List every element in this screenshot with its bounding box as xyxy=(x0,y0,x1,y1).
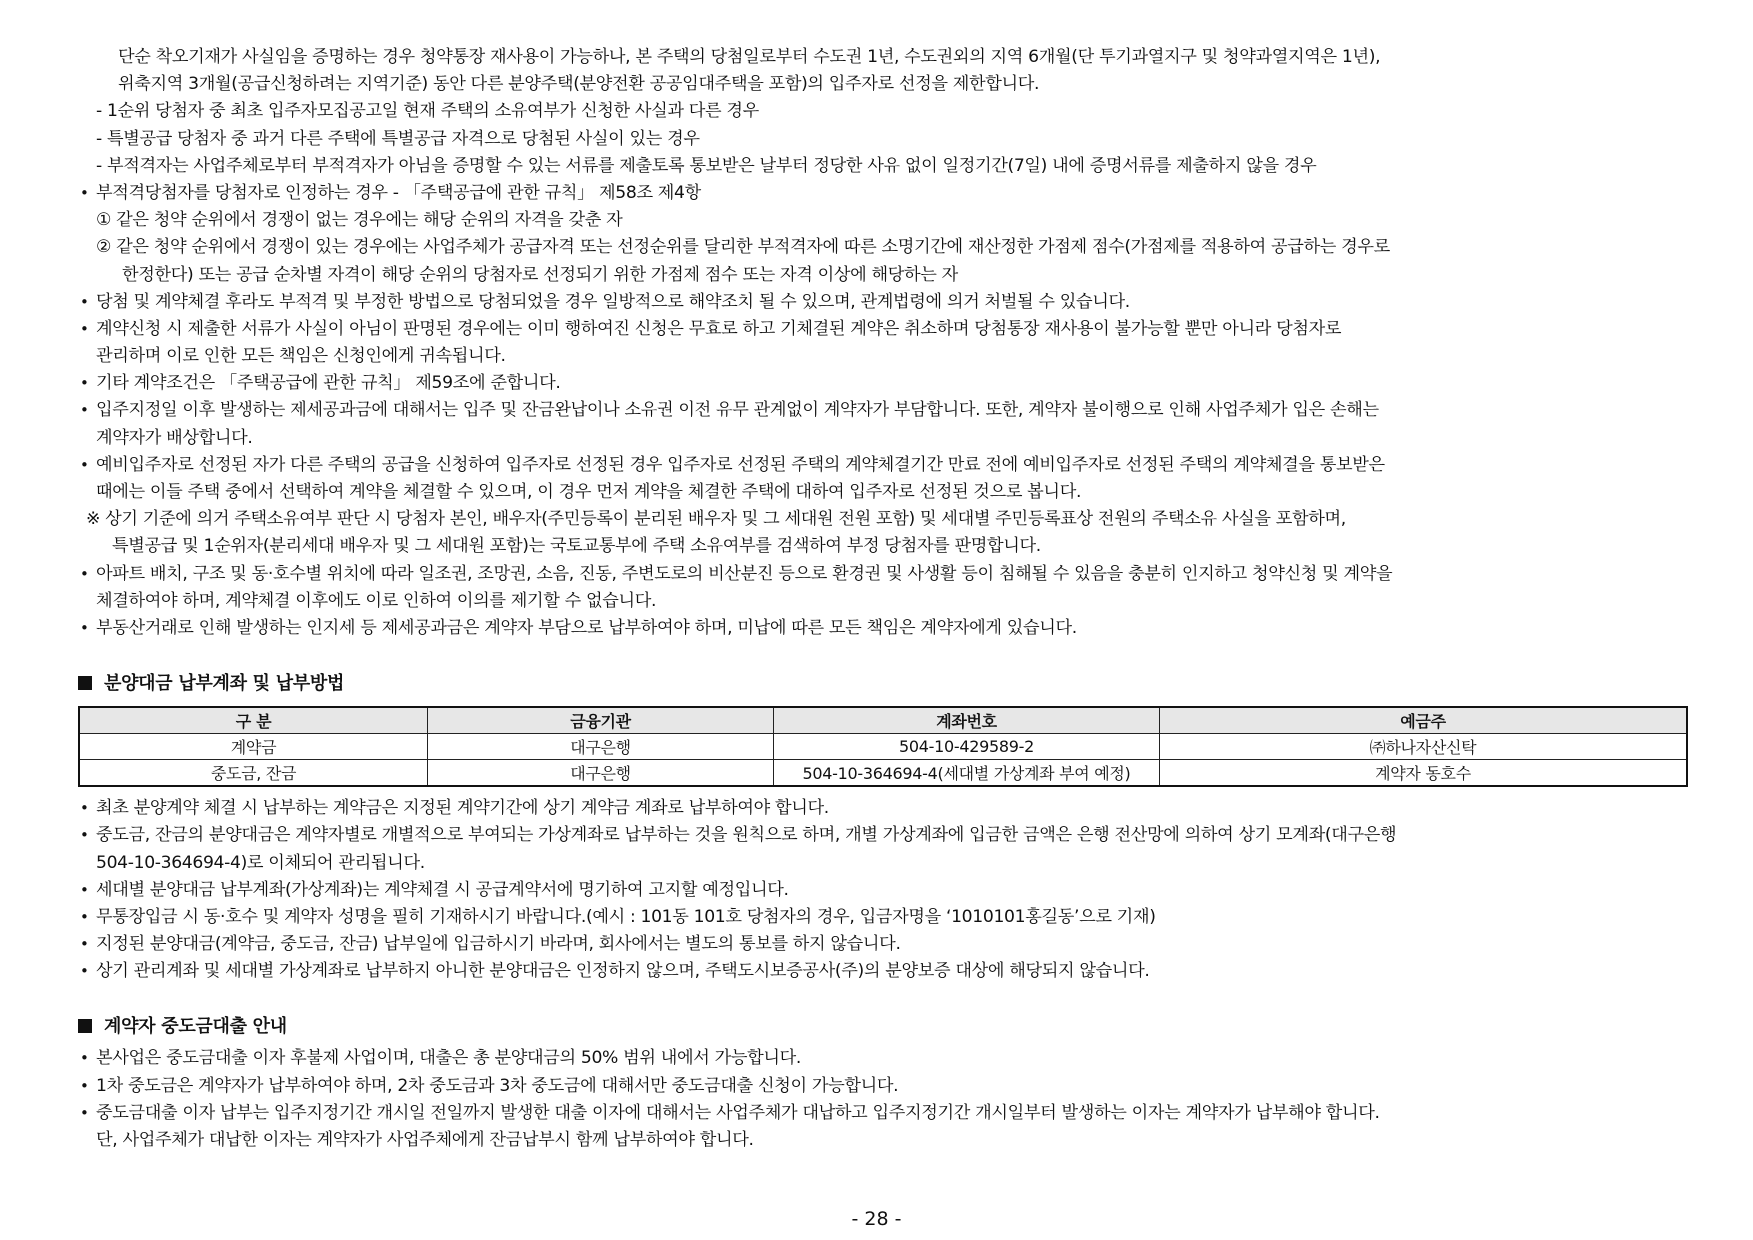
line-text: 특별공급 및 1순위자(분리세대 배우자 및 그 세대원 포함)는 국토교통부에 주택 소유여부를 검색하여 부정 당첨자를 판명합니다. xyxy=(112,536,1041,557)
bullet-icon: • xyxy=(80,962,89,981)
bullet-icon: • xyxy=(80,880,89,899)
text-line xyxy=(78,533,1688,560)
text-line xyxy=(78,71,1688,98)
table-cell: 계약금 xyxy=(79,734,428,760)
table-cell: 대구은행 xyxy=(428,760,774,787)
line-text: 체결하여야 하며, 계약체결 이후에도 이로 인하여 이의를 제기할 수 없습니다. xyxy=(96,590,657,611)
line-text: 중도금대출 이자 납부는 입주지정기간 개시일 전일까지 발생한 대출 이자에 대해서는 사업주체가 대납하고 입주지정기간 개시일부터 발생하는 이자는 계약자가 납부해야 합니다. xyxy=(96,1102,1380,1123)
section-heading-payment xyxy=(78,666,1688,702)
bullet-icon: • xyxy=(80,826,89,845)
account-table xyxy=(78,706,1688,787)
square-bullet-icon xyxy=(78,1019,92,1033)
bullet-icon: • xyxy=(80,455,89,474)
text-line xyxy=(78,1100,1688,1127)
table-header-cell: 구 분 xyxy=(79,707,428,734)
line-text: 단, 사업주체가 대납한 이자는 계약자가 사업주체에게 잔금납부시 함께 납부하여야 합니다. xyxy=(96,1130,754,1150)
text-line xyxy=(78,425,1688,452)
text-line xyxy=(78,343,1688,370)
line-text: 1차 중도금은 계약자가 납부하여야 하며, 2차 중도금과 3차 중도금에 대해서만 중도금대출 신청이 가능합니다. xyxy=(96,1075,899,1096)
text-line xyxy=(78,506,1688,533)
bullet-icon: • xyxy=(80,564,89,583)
line-text: - 부적격자는 사업주체로부터 부적격자가 아님을 증명할 수 있는 서류를 제출토록 통보받은 날부터 정당한 사유 없이 일정기간(7일) 내에 증명서류를 제출하지 않을 경우 xyxy=(96,155,1317,176)
line-text: - 특별공급 당첨자 중 과거 다른 주택에 특별공급 자격으로 당첨된 사실이 있는 경우 xyxy=(96,128,700,149)
line-text: 기타 계약조건은 「주택공급에 관한 규칙」 제59조에 준합니다. xyxy=(96,373,561,394)
text-line xyxy=(78,452,1688,479)
line-text: 무통장입금 시 동·호수 및 계약자 성명을 필히 기재하시기 바랍니다.(예시 : 101동 101호 당첨자의 경우, 입금자명을 ‘1010101홍길동’으로 기재) xyxy=(96,906,1156,927)
table-row xyxy=(79,760,1687,787)
table-header-cell: 금융기관 xyxy=(428,707,774,734)
text-line xyxy=(78,207,1688,234)
table-cell: 중도금, 잔금 xyxy=(79,760,428,787)
line-text: ① 같은 청약 순위에서 경쟁이 없는 경우에는 해당 순위의 자격을 갖춘 자 xyxy=(96,210,623,231)
line-text: - 1순위 당첨자 중 최초 입주자모집공고일 현재 주택의 소유여부가 신청한 사실과 다른 경우 xyxy=(96,101,759,122)
table-cell: 504-10-364694-4(세대별 가상계좌 부여 예정) xyxy=(774,760,1160,787)
line-text: 입주지정일 이후 발생하는 제세공과금에 대해서는 입주 및 잔금완납이나 소유권 이전 유무 관계없이 계약자가 부담합니다. 또한, 계약자 불이행으로 인해 사업주체가 입은 손해는 xyxy=(96,400,1379,421)
line-text: 계약신청 시 제출한 서류가 사실이 아님이 판명된 경우에는 이미 행하여진 신청은 무효로 하고 기체결된 계약은 취소하며 당첨통장 재사용이 불가능할 뿐만 아니라 당첨자로 xyxy=(96,318,1342,339)
top-paragraphs xyxy=(78,44,1688,642)
text-line xyxy=(78,126,1688,153)
bullet-icon: • xyxy=(80,799,89,818)
bullet-icon: • xyxy=(80,374,89,393)
bullet-icon: • xyxy=(80,319,89,338)
line-text: 504-10-364694-4)로 이체되어 관리됩니다. xyxy=(96,852,425,873)
text-line xyxy=(78,234,1688,261)
section-title: 분양대금 납부계좌 및 납부방법 xyxy=(104,673,345,695)
text-line xyxy=(78,98,1688,125)
line-text: ② 같은 청약 순위에서 경쟁이 있는 경우에는 사업주체가 공급자격 또는 선정순위를 달리한 부적격자에 따른 소명기간에 재산정한 가점제 점수(가점제를 적용하여 공급하는 경우로 xyxy=(96,237,1390,258)
table-cell: 504-10-429589-2 xyxy=(774,734,1160,760)
line-text: 중도금, 잔금의 분양대금은 계약자별로 개별적으로 부여되는 가상계좌로 납부하는 것을 원칙으로 하며, 개별 가상계좌에 입금한 금액은 은행 전산망에 의하여 상기 모계좌(대구은행 xyxy=(96,825,1397,846)
text-line xyxy=(78,397,1688,424)
line-text: 부동산거래로 인해 발생하는 인지세 등 제세공과금은 계약자 부담으로 납부하여야 하며, 미납에 따른 모든 책임은 계약자에게 있습니다. xyxy=(96,617,1077,638)
text-line xyxy=(78,153,1688,180)
text-line xyxy=(78,588,1688,615)
text-line xyxy=(78,615,1688,642)
text-line xyxy=(78,1073,1688,1100)
line-text: 계약자가 배상합니다. xyxy=(96,427,253,448)
text-line xyxy=(78,1045,1688,1072)
table-cell: ㈜하나자산신탁 xyxy=(1160,734,1688,760)
text-line xyxy=(78,795,1688,822)
line-text: 부적격당첨자를 당첨자로 인정하는 경우 - 「주택공급에 관한 규칙」 제58조 제4항 xyxy=(96,182,701,203)
text-line xyxy=(78,370,1688,397)
section-heading-loan xyxy=(78,1009,1688,1045)
text-line xyxy=(78,958,1688,985)
text-line xyxy=(78,180,1688,207)
table-header-cell: 예금주 xyxy=(1160,707,1688,734)
text-line xyxy=(78,479,1688,506)
page-number: - 28 - xyxy=(851,1208,902,1230)
bullet-icon: • xyxy=(80,401,89,420)
loan-notes xyxy=(78,1045,1688,1154)
text-line xyxy=(78,877,1688,904)
text-line xyxy=(78,561,1688,588)
text-line xyxy=(78,262,1688,289)
line-text: 상기 관리계좌 및 세대별 가상계좌로 납부하지 아니한 분양대금은 인정하지 않으며, 주택도시보증공사(주)의 분양보증 대상에 해당되지 않습니다. xyxy=(96,961,1150,982)
table-header-cell: 계좌번호 xyxy=(774,707,1160,734)
line-text: 관리하며 이로 인한 모든 책임은 신청인에게 귀속됩니다. xyxy=(96,346,506,367)
bullet-icon: • xyxy=(80,618,89,637)
bullet-icon: • xyxy=(80,1076,89,1095)
line-text: 때에는 이들 주택 중에서 선택하여 계약을 체결할 수 있으며, 이 경우 먼저 계약을 체결한 주택에 대하여 입주자로 선정된 것으로 봅니다. xyxy=(96,482,1082,502)
bullet-icon: • xyxy=(80,183,89,202)
text-line xyxy=(78,44,1688,71)
text-line xyxy=(78,931,1688,958)
line-text: 본사업은 중도금대출 이자 후불제 사업이며, 대출은 총 분양대금의 50% 범위 내에서 가능합니다. xyxy=(96,1048,801,1069)
line-text: 당첨 및 계약체결 후라도 부적격 및 부정한 방법으로 당첨되었을 경우 일방적으로 해약조치 될 수 있으며, 관계법령에 의거 처벌될 수 있습니다. xyxy=(96,291,1130,312)
line-text: 한정한다) 또는 공급 순차별 자격이 해당 순위의 당첨자로 선정되기 위한 가점제 점수 또는 자격 이상에 해당하는 자 xyxy=(122,264,958,285)
document-page xyxy=(78,44,1688,1154)
line-text: 위축지역 3개월(공급신청하려는 지역기준) 동안 다른 분양주택(분양전환 공공임대주택을 포함)의 입주자로 선정을 제한합니다. xyxy=(118,74,1040,95)
text-line xyxy=(78,316,1688,343)
text-line xyxy=(78,1127,1688,1154)
line-text: 세대별 분양대금 납부계좌(가상계좌)는 계약체결 시 공급계약서에 명기하여 고지할 예정입니다. xyxy=(96,879,789,900)
payment-notes xyxy=(78,795,1688,985)
text-line xyxy=(78,850,1688,877)
line-text: ※ 상기 기준에 의거 주택소유여부 판단 시 당첨자 본인, 배우자(주민등록이 분리된 배우자 및 그 세대원 전원 포함) 및 세대별 주민등록표상 전원의 주택소유 사실을 포함하며, xyxy=(86,509,1346,530)
text-line xyxy=(78,289,1688,316)
bullet-icon: • xyxy=(80,935,89,954)
line-text: 지정된 분양대금(계약금, 중도금, 잔금) 납부일에 입금하시기 바라며, 회사에서는 별도의 통보를 하지 않습니다. xyxy=(96,934,901,955)
table-header-row xyxy=(79,707,1687,734)
table-row xyxy=(79,734,1687,760)
line-text: 아파트 배치, 구조 및 동·호수별 위치에 따라 일조권, 조망권, 소음, 진동, 주변도로의 비산분진 등으로 환경권 및 사생활 등이 침해될 수 있음을 충분히 인지하고 청약신청 및 계약을 xyxy=(96,563,1393,584)
text-line xyxy=(78,822,1688,849)
line-text: 단순 착오기재가 사실임을 증명하는 경우 청약통장 재사용이 가능하나, 본 주택의 당첨일로부터 수도권 1년, 수도권외의 지역 6개월(단 투기과열지구 및 청약과열지역은 1년), xyxy=(118,47,1381,67)
line-text: 최초 분양계약 체결 시 납부하는 계약금은 지정된 계약기간에 상기 계약금 계좌로 납부하여야 합니다. xyxy=(96,798,829,819)
text-line xyxy=(78,904,1688,931)
bullet-icon: • xyxy=(80,292,89,311)
bullet-icon: • xyxy=(80,907,89,926)
bullet-icon: • xyxy=(80,1049,89,1068)
line-text: 예비입주자로 선정된 자가 다른 주택의 공급을 신청하여 입주자로 선정된 경우 입주자로 선정된 주택의 계약체결기간 만료 전에 예비입주자로 선정된 주택의 계약체결을 통보받은 xyxy=(96,454,1385,475)
table-cell: 대구은행 xyxy=(428,734,774,760)
square-bullet-icon xyxy=(78,676,92,690)
bullet-icon: • xyxy=(80,1103,89,1122)
table-cell: 계약자 동호수 xyxy=(1160,760,1688,787)
section-title: 계약자 중도금대출 안내 xyxy=(104,1016,287,1038)
